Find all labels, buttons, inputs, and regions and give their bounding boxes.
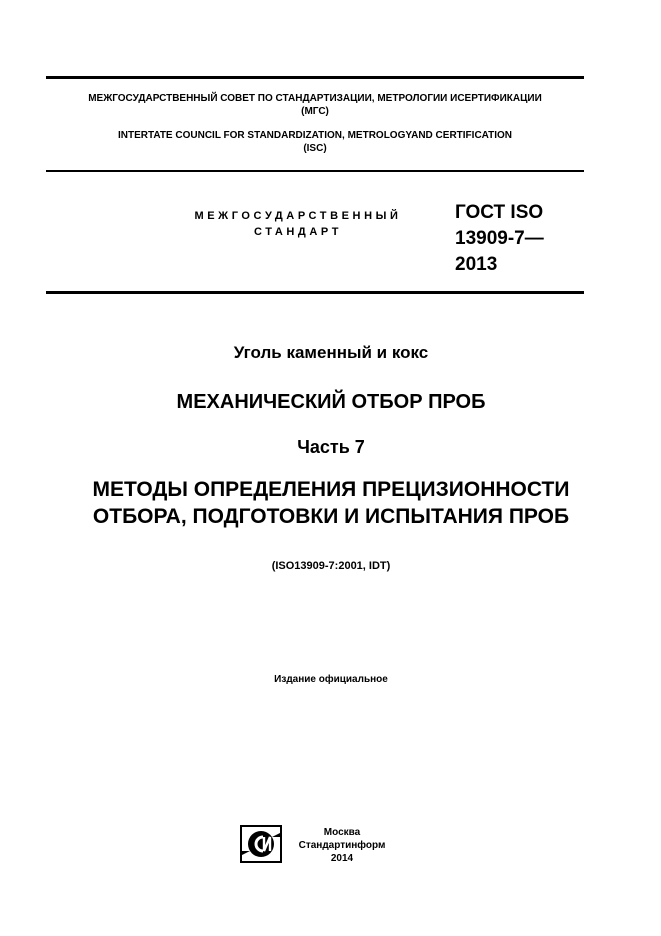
standard-divider <box>46 291 584 294</box>
standard-number-line1: ГОСТ ISO <box>455 202 544 223</box>
part-number: Часть 7 <box>297 437 365 457</box>
publisher-city: Москва <box>323 827 361 838</box>
part-title-line2: ОТБОРА, ПОДГОТОВКИ И ИСПЫТАНИЯ ПРОБ <box>92 505 570 528</box>
standard-number-line2: 13909-7— <box>455 228 544 249</box>
publisher-year: 2014 <box>330 853 354 864</box>
part-title-line1: МЕТОДЫ ОПРЕДЕЛЕНИЯ ПРЕЦИЗИОННОСТИ <box>92 478 570 501</box>
edition-note: Издание официальное <box>274 674 388 685</box>
council-name-en: INTERTATE COUNCIL FOR STANDARDIZATION, METROLOGYAND CERTIFICATION <box>117 130 513 141</box>
council-abbr-en: (ISC) <box>303 143 327 154</box>
standard-number-line3: 2013 <box>455 254 498 275</box>
subject-title: Уголь каменный и кокс <box>233 343 429 362</box>
standard-kind-line1: МЕЖГОСУДАРСТВЕННЫЙ <box>194 210 402 222</box>
header-divider <box>46 170 584 172</box>
standartinform-logo-icon <box>240 825 282 863</box>
council-name-ru: МЕЖГОСУДАРСТВЕННЫЙ СОВЕТ ПО СТАНДАРТИЗАЦИИ, МЕТРОЛОГИИ ИСЕРТИФИКАЦИИ <box>88 93 542 104</box>
top-rule <box>46 76 584 79</box>
council-abbr-ru: (МГС) <box>301 106 329 117</box>
standard-kind-line2: СТАНДАРТ <box>253 226 343 238</box>
iso-reference: (ISO13909-7:2001, IDT) <box>271 560 391 572</box>
publisher-name: Стандартинформ <box>298 840 386 851</box>
main-title: МЕХАНИЧЕСКИЙ ОТБОР ПРОБ <box>176 391 486 413</box>
